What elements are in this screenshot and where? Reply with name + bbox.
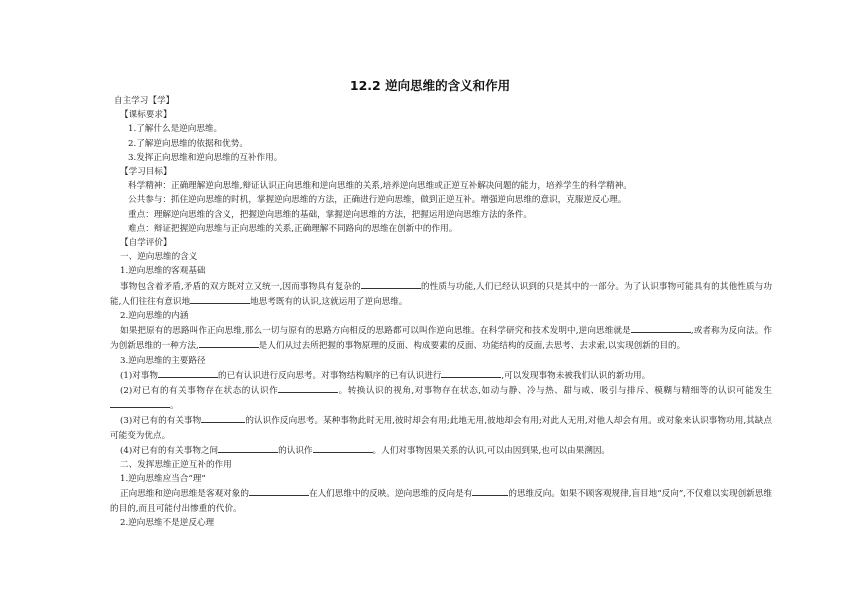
paragraph [110, 413, 772, 442]
topic-subheading: 2.逆向思维的内涵 [120, 311, 189, 322]
paragraph-text: 。转换认识的视角,对事物存在状态,如动与静、冷与热、甜与咸、吸引与排斥、模糊与精细等的认识可能发生 [338, 386, 772, 397]
requirement-item: 3.发挥正向思维和逆向思维的互补作用。 [128, 152, 283, 163]
paragraph-text: (4)对已有的有关事物之间 [120, 445, 219, 456]
requirement-item: 1.了解什么是逆向思维。 [128, 124, 223, 135]
topic-heading: 二、发挥思维正逆互补的作用 [120, 460, 232, 471]
paragraph [110, 443, 772, 458]
goal-item: 重点：理解逆向思维的含义，把握逆向思维的基础，掌握逆向思维的方法，把握运用逆向思维方法的条件。 [128, 209, 532, 220]
paragraph-text: 的性质与功能,人们已经认识到的只是其中的一部分。为了认识事物可能具有的其他性质与功能,人们往往有意识地 [110, 281, 773, 307]
paragraph-text: 地思考既有的认识,这就运用了逆向思维。 [250, 296, 408, 307]
paragraph-text: 。人们对事物因果关系的认识,可以由因到果,也可以由果溯因。 [372, 445, 611, 456]
paragraph-text: 。 [170, 401, 179, 412]
requirement-item: 2.了解逆向思维的依据和优势。 [128, 138, 248, 149]
paragraph-text: 是人们从过去所把握的事物原理的反面、构成要素的反面、功能结构的反面,去思考、去求索,以实现创新的目的。 [258, 341, 686, 352]
paragraph-text: 事物包含着矛盾,矛盾的双方既对立又统一,因而事物具有复杂的 [120, 281, 361, 292]
topic-subheading: 1.逆向思维应当合“理” [120, 474, 206, 485]
paragraph-text: 在人们思维中的反映。逆向思维的反向是有 [308, 489, 473, 500]
fill-blank[interactable] [110, 398, 170, 408]
topic-subheading: 2.逆向思维不是逆反心理 [120, 517, 215, 528]
paragraph-text: (2)对已有的有关事物存在状态的认识作 [120, 386, 279, 397]
fill-blank[interactable] [190, 294, 250, 304]
fill-blank[interactable] [158, 368, 218, 378]
topic-subheading: 1.逆向思维的客观基础 [120, 266, 206, 277]
fill-blank[interactable] [201, 413, 245, 423]
document-body [110, 94, 772, 530]
page-title: 12.2 逆向思维的含义和作用 [349, 78, 511, 93]
paragraph [110, 383, 772, 413]
paragraph-text: 的认识作反向思考。某种事物此时无用,彼时却会有用;此地无用,彼地却会有用;对此人无用,对他人却会有用。或对象来认识事物功用,其缺点可能变为优点。 [110, 416, 772, 441]
paragraph-text: (3)对已有的有关事物 [120, 416, 202, 427]
paragraph [110, 323, 772, 353]
goal-item: 公共参与：抓住逆向思维的时机，掌握逆向思维的方法，正确进行逆向思维，做到正逆互补。增强逆向思维的意识，克服逆反心理。 [128, 195, 627, 206]
topic-subheading: 3.逆向思维的主要路径 [120, 355, 206, 366]
paragraph-text: 的思维反向。如果不顾客观规律,盲目地“反向”,不仅难以实现创新思维的目的,而且可能付出惨重的代价。 [110, 489, 772, 514]
fill-blank[interactable] [313, 443, 373, 453]
topic-heading: 一、逆向思维的含义 [120, 252, 198, 263]
paragraph-text: 如果把原有的思路叫作正向思维,那么一切与原有的思路方向相反的思路都可以叫作逆向思维。在科学研究和技术发明中,逆向思维就是 [120, 326, 631, 337]
fill-blank[interactable] [631, 323, 691, 333]
paragraph-text: 的认识作 [278, 445, 313, 456]
fill-blank[interactable] [218, 443, 278, 453]
fill-blank[interactable] [199, 338, 259, 348]
fill-blank[interactable] [249, 486, 309, 496]
subsection-heading: 【自学评价】 [120, 238, 172, 249]
paragraph [110, 279, 772, 309]
fill-blank[interactable] [278, 383, 338, 393]
paragraph-text: 正向思维和逆向思维是客观对象的 [120, 489, 249, 500]
subsection-heading: 【学习目标】 [120, 167, 172, 178]
paragraph-text: 的已有认识进行反向思考。对事物结构顺序的已有认识进行 [217, 370, 442, 381]
section-heading: 自主学习【学】 [114, 96, 175, 106]
paragraph-text: ,或者称为反向法。作为创新思维的一种方法, [110, 326, 772, 352]
subsection-heading: 【课标要求】 [120, 110, 172, 121]
paragraph-text: (1)对事物 [120, 370, 158, 381]
fill-blank[interactable] [441, 368, 501, 378]
paragraph-text: ,可以发现事物未被我们认识的新功用。 [501, 370, 651, 381]
paragraph [110, 486, 772, 515]
fill-blank[interactable] [472, 486, 508, 496]
goal-item: 难点：辩证把握逆向思维与正向思维的关系,正确理解不同路向的思维在创新中的作用。 [128, 223, 458, 234]
fill-blank[interactable] [361, 279, 421, 289]
goal-item: 科学精神：正确理解逆向思维,辩证认识正向思维和逆向思维的关系,培养逆向思维或正逆互补解决问题的能力，培养学生的科学精神。 [128, 181, 632, 192]
paragraph [110, 368, 772, 383]
